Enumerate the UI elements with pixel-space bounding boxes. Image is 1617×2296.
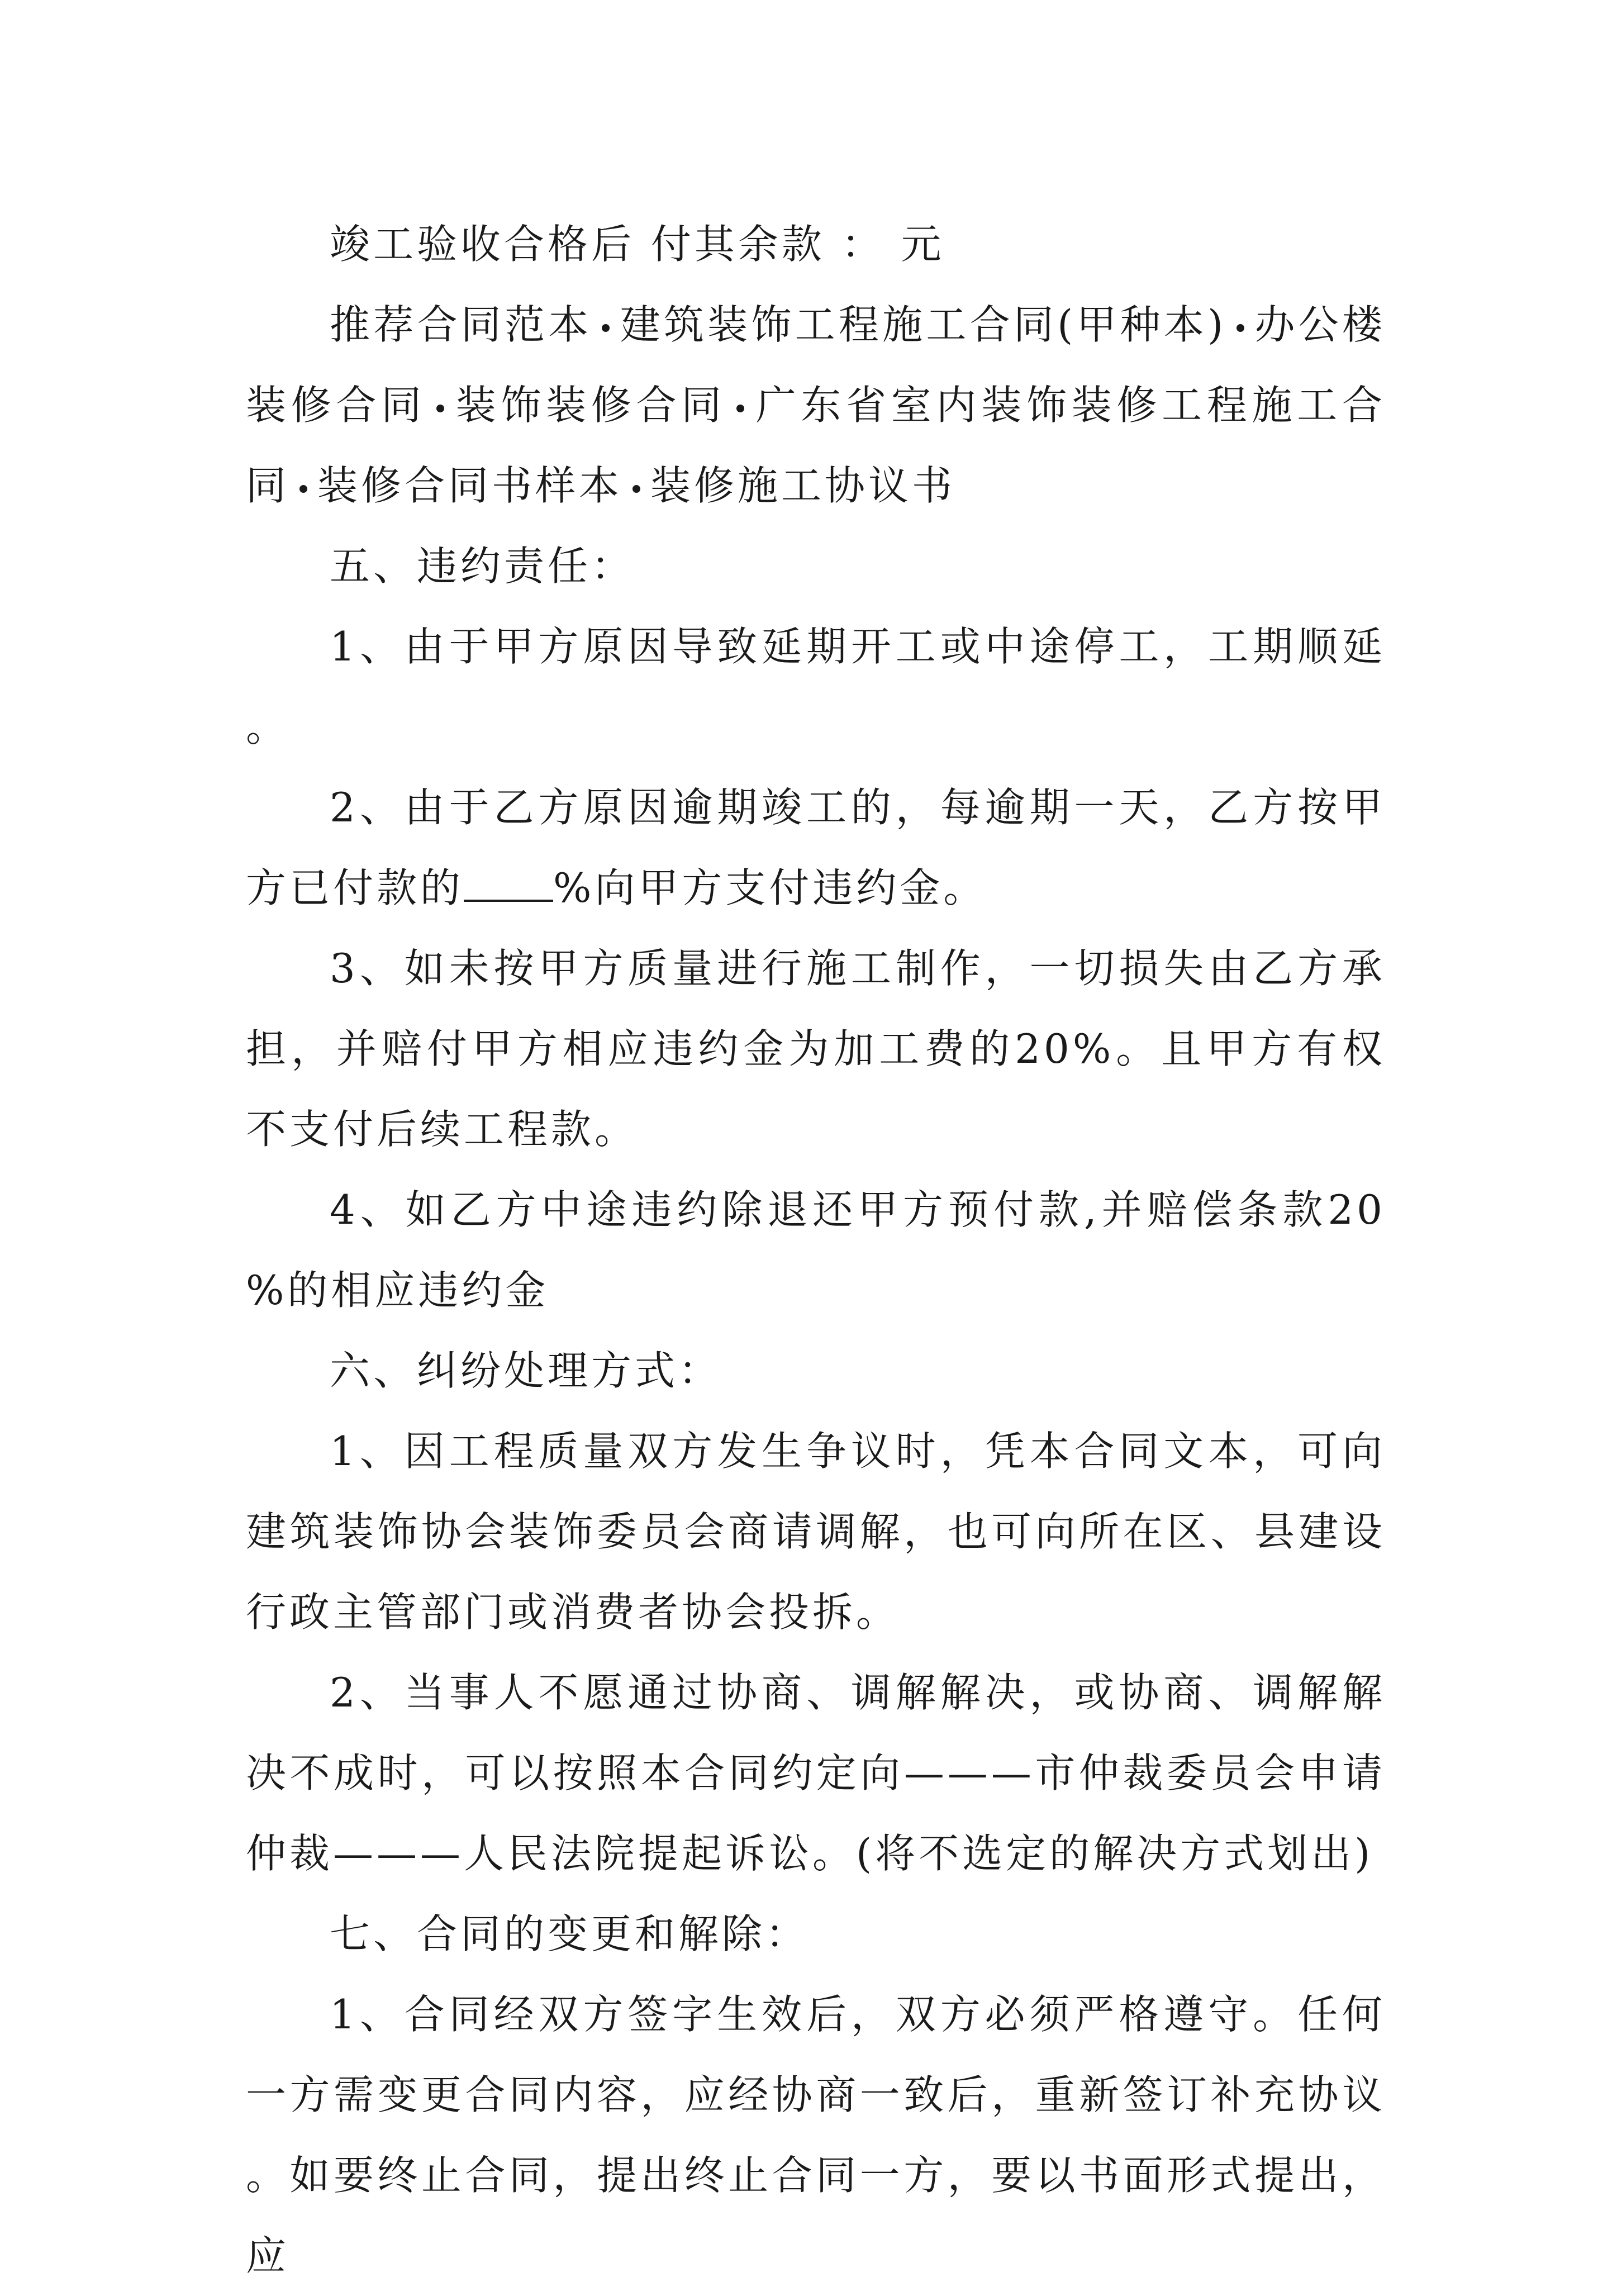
bullet-dot-icon (299, 485, 307, 493)
recommended-link[interactable]: 装修施工协议书 (650, 462, 956, 509)
document-body (246, 204, 1386, 2296)
paragraph-breach-4: 4、如乙方中途违约除退还甲方预付款,并赔偿条款20%的相应违约金 (246, 1186, 1386, 1314)
paragraph-breach-3: 3、如未按甲方质量进行施工制作，一切损失由乙方承担，并赔付甲方相应违约金为加工费的20%。且甲方有权不支付后续工程款。 (246, 945, 1386, 1153)
bullet-dot-icon (1236, 324, 1244, 332)
bullet-dot-icon (436, 405, 444, 412)
recommended-link[interactable]: 广东省室内装饰装修工程施工合同 (246, 382, 1386, 509)
recommended-link[interactable]: 建筑装饰工程施工合同(甲种本) (620, 301, 1227, 348)
bullet-dot-icon (602, 324, 610, 332)
recommended-link[interactable]: 装饰装修合同 (454, 382, 726, 429)
section-heading-change: 七、合同的变更和解除： (330, 1910, 810, 1957)
bullet-dot-icon (736, 405, 744, 412)
recommended-link[interactable]: 办公楼装修合同 (246, 301, 1386, 429)
paragraph-dispute-1: 1、因工程质量双方发生争议时，凭本合同文本，可向建筑装饰协会装饰委员会商请调解，也可向所在区、县建设行政主管部门或消费者协会投拆。 (246, 1428, 1386, 1636)
recommended-label: 推荐合同范本 (330, 301, 592, 348)
bullet-dot-icon (632, 485, 640, 493)
breach-2-text-b: %向甲方支付违约金。 (553, 864, 987, 911)
paragraph-final-payment: 竣工验收合格后 付其余款 ： 元 (330, 221, 945, 268)
paragraph-change-1: 1、合同经双方签字生效后，双方必须严格遵守。任何一方需变更合同内容，应经协商一致后，重新签订补充协议。如要终止合同，提出终止合同一方，要以书面形式提出，应 (246, 1991, 1386, 2279)
paragraph-recommended-templates (246, 284, 1386, 526)
section-heading-breach: 五、违约责任： (330, 543, 635, 590)
paragraph-breach-1: 1、由于甲方原因导致延期开工或中途停工，工期顺延。 (246, 623, 1386, 750)
section-heading-dispute: 六、纠纷处理方式： (330, 1347, 722, 1394)
recommended-link[interactable]: 装修合同书样本 (317, 462, 623, 509)
fill-in-blank (464, 866, 553, 902)
paragraph-dispute-2: 2、当事人不愿通过协商、调解解决，或协商、调解解决不成时，可以按照本合同约定向———市仲裁委员会申请仲裁———人民法院提起诉讼。(将不选定的解决方式划出) (246, 1669, 1386, 1877)
breach-2-text-a: 2、由于乙方原因逾期竣工的，每逾期一天，乙方按甲方已付款的 (246, 784, 1386, 911)
paragraph-breach-2 (246, 767, 1386, 928)
